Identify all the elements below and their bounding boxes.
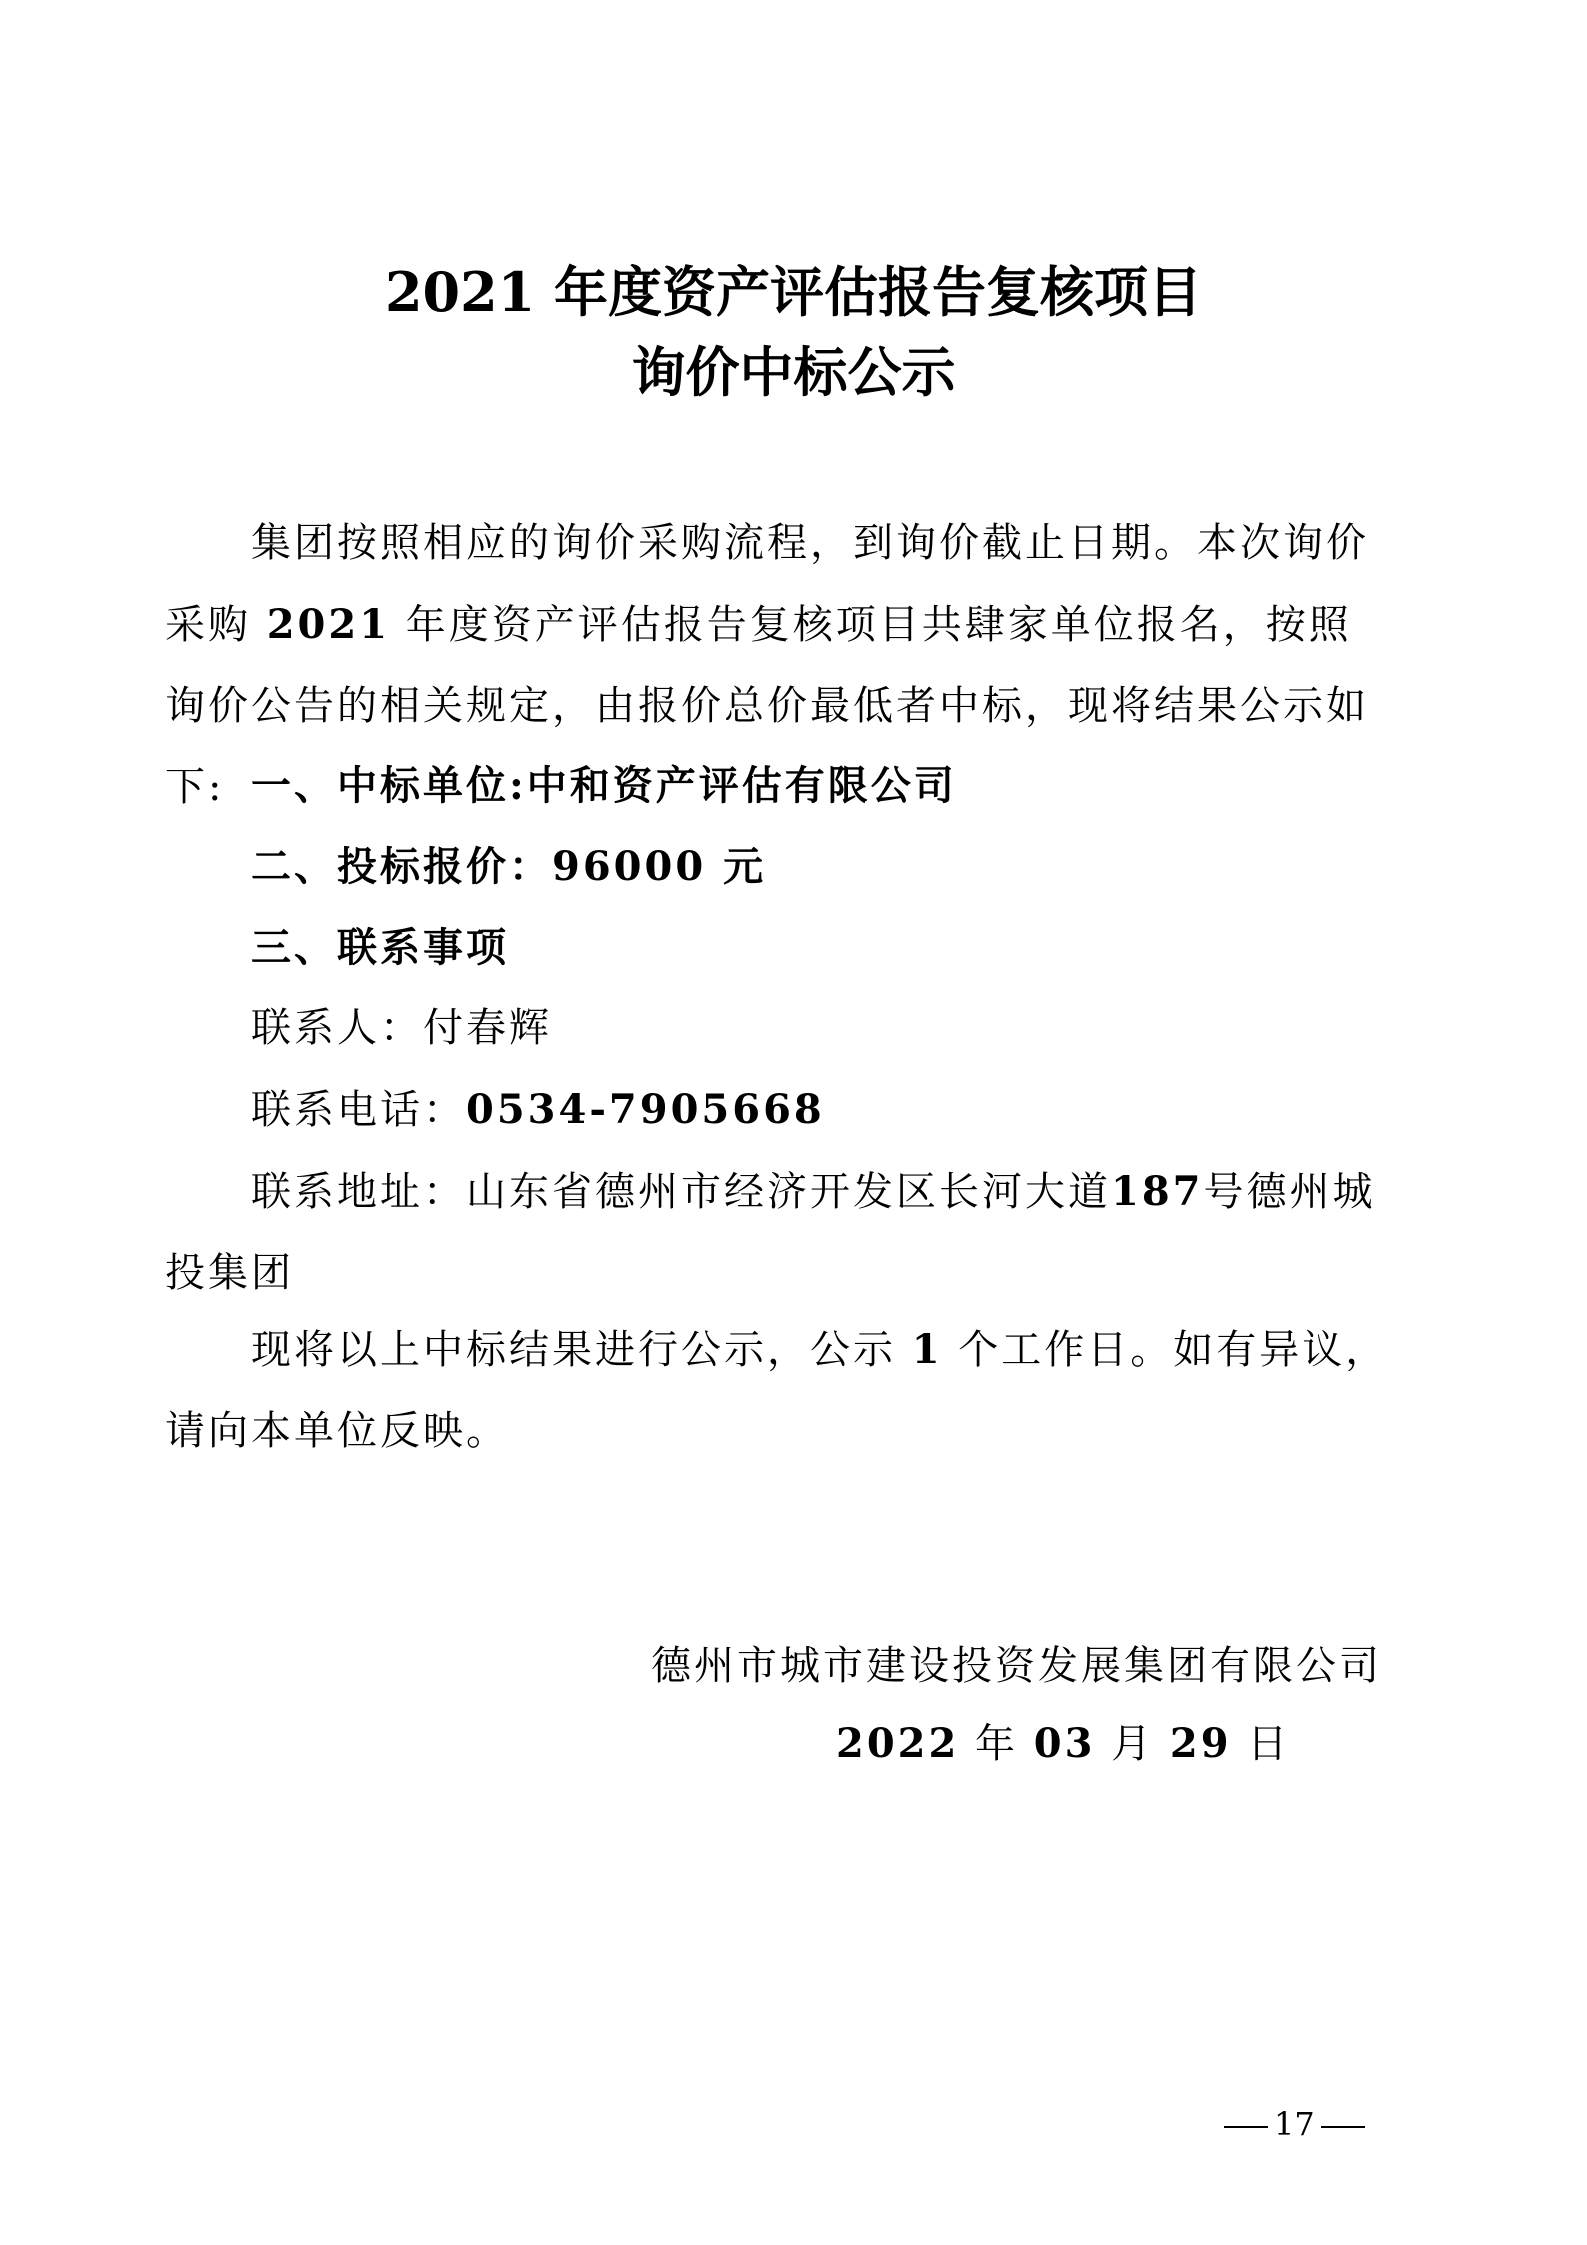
contact-person-line [165,988,1390,1069]
date-month-unit: 月 [1111,1721,1155,1767]
contact-address-label: 联系地址： [251,1169,466,1215]
price-label: 二、投标报价： [251,843,552,890]
winner-line: 一、中标单位:中和资产评估有限公司 [251,762,957,809]
page-number-footer [1218,2104,1371,2144]
contact-person: 付春辉 [423,1005,552,1051]
closing-paragraph [165,1309,1390,1472]
contact-address-b: 号德州城投集团 [165,1169,1376,1296]
closing-section [165,1309,1390,1472]
page-dash-left [1224,2126,1268,2128]
contact-address-number: 187 [1111,1168,1204,1215]
date-day-unit: 日 [1247,1721,1291,1767]
page-number: 17 [1274,2105,1315,2143]
items-section [165,745,1390,1314]
signature-organization: 德州市城市建设投资发展集团有限公司 [651,1643,1382,1689]
date-year-unit: 年 [975,1721,1019,1767]
signature-date [836,1714,1290,1774]
intro-text-b: 年度资产评估报告复核项目共肆家单位报名，按照询价公告的相关规定，由报价总价最低者中标，现将结果公示如下: [165,602,1369,810]
document-title-line-1: 2021 年度资产评估报告复核项目 [384,260,1203,324]
contact-phone-label: 联系电话： [251,1087,466,1133]
intro-year: 2021 [266,601,391,648]
date-year: 2022 [836,1720,960,1767]
closing-text-a: 现将以上中标结果进行公示，公示 [251,1327,896,1373]
contact-address-a: 山东省德州市经济开发区长河大道 [466,1169,1111,1215]
page-dash-right [1321,2126,1365,2128]
price-value: 96000 [552,843,707,890]
date-day: 29 [1169,1720,1232,1767]
price-line [165,826,1390,907]
contact-phone: 0534-7905668 [466,1086,825,1133]
closing-days: 1 [911,1326,943,1373]
date-month: 03 [1033,1720,1096,1767]
contact-address-line [165,1151,1390,1314]
contact-person-label: 联系人： [251,1005,423,1051]
contact-heading: 三、联系事项 [251,924,509,971]
document-title-line-2: 询价中标公示 [631,340,956,404]
price-unit: 元 [723,843,767,890]
closing-text-b: 个工作日。如有异议，请向本单位反映。 [165,1327,1389,1454]
contact-phone-line [165,1069,1390,1151]
intro-text-a: 集团按照相应的询价采购流程，到询价截止日期。本次询价采购 [165,520,1369,648]
